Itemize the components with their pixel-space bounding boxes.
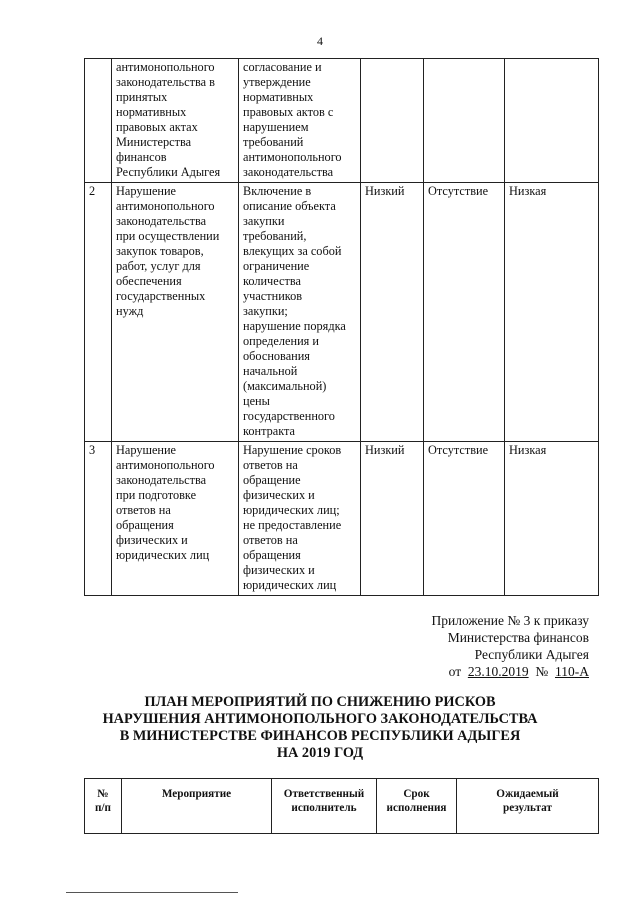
plan-table-header-row bbox=[85, 779, 599, 834]
violation-cell bbox=[112, 442, 239, 596]
description-cell bbox=[239, 183, 361, 442]
plan-header-cell bbox=[122, 779, 272, 834]
cell-line: влекущих за собой bbox=[243, 244, 342, 258]
cell-line: Включение в bbox=[243, 184, 312, 198]
cell-line: не предоставление bbox=[243, 518, 342, 532]
cell-line: Республики Адыгея bbox=[116, 165, 221, 179]
appendix-line-3: Республики Адыгея bbox=[474, 647, 589, 662]
cell-line: нормативных bbox=[116, 105, 187, 119]
plan-header-cell bbox=[85, 779, 122, 834]
date-prefix: от bbox=[448, 664, 462, 679]
cell-line: антимонопольного bbox=[116, 199, 215, 213]
cell-line: правовых актов с bbox=[243, 105, 334, 119]
cell-line: антимонопольного bbox=[116, 458, 215, 472]
cell-line: закупки bbox=[243, 214, 285, 228]
cell-line: закупки; bbox=[243, 304, 288, 318]
cell-line: нужд bbox=[116, 304, 144, 318]
cell-line: цены bbox=[243, 394, 270, 408]
plan-heading bbox=[0, 694, 640, 762]
cell-line: физических и bbox=[243, 488, 315, 502]
cell-line: закупок товаров, bbox=[116, 244, 204, 258]
cell-line: юридических лиц; bbox=[243, 503, 340, 517]
appendix-line-1: Приложение № 3 к приказу bbox=[431, 613, 589, 628]
table-row bbox=[85, 59, 599, 183]
header-line: исполнитель bbox=[291, 802, 357, 814]
cell-line: юридических лиц bbox=[243, 578, 337, 592]
appendix-date-line bbox=[0, 663, 589, 680]
cell-line: требований bbox=[243, 135, 304, 149]
cell-line: описание объекта bbox=[243, 199, 336, 213]
cell-line: ограничение bbox=[243, 259, 310, 273]
cell-line: государственных bbox=[116, 289, 206, 303]
heading-line-4: НА 2019 ГОД bbox=[276, 745, 364, 761]
heading-line-2: НАРУШЕНИЯ АНТИМОНОПОЛЬНОГО ЗАКОНОДАТЕЛЬСТВА bbox=[102, 711, 538, 727]
risk-level-cell: Низкий bbox=[361, 442, 424, 596]
measures-cell: Отсутствие bbox=[424, 442, 505, 596]
header-line: результат bbox=[503, 802, 552, 814]
table-row bbox=[85, 183, 599, 442]
cell-line: правовых актах bbox=[116, 120, 198, 134]
measures-cell: Отсутствие bbox=[424, 183, 505, 442]
row-number: 3 bbox=[85, 442, 112, 596]
order-number: 110-А bbox=[555, 664, 589, 679]
cell-line: обоснования bbox=[243, 349, 310, 363]
header-line: № bbox=[97, 788, 109, 800]
plan-header-cell bbox=[377, 779, 457, 834]
cell-line: определения и bbox=[243, 334, 319, 348]
residual-risk-cell bbox=[505, 59, 599, 183]
cell-line: Министерства bbox=[116, 135, 192, 149]
cell-line: юридических лиц bbox=[116, 548, 210, 562]
cell-line: Нарушение bbox=[116, 184, 177, 198]
heading-line-1: ПЛАН МЕРОПРИЯТИЙ ПО СНИЖЕНИЮ РИСКОВ bbox=[144, 694, 496, 710]
plan-header-cell bbox=[272, 779, 377, 834]
cell-line: Нарушение сроков bbox=[243, 443, 342, 457]
header-line: Ответственный bbox=[283, 788, 365, 800]
risk-table bbox=[84, 58, 599, 596]
description-cell bbox=[239, 442, 361, 596]
cell-line: обращение bbox=[243, 473, 301, 487]
cell-line: нарушением bbox=[243, 120, 309, 134]
header-line: Ожидаемый bbox=[496, 788, 559, 800]
cell-line: законодательства bbox=[116, 214, 207, 228]
cell-line: физических и bbox=[116, 533, 188, 547]
cell-line: антимонопольного bbox=[116, 60, 215, 74]
page-number: 4 bbox=[317, 34, 323, 48]
risk-level-cell bbox=[361, 59, 424, 183]
plan-header-cell bbox=[457, 779, 599, 834]
risk-level-cell: Низкий bbox=[361, 183, 424, 442]
cell-line: принятых bbox=[116, 90, 168, 104]
cell-line: ответов на bbox=[243, 458, 298, 472]
cell-line: количества bbox=[243, 274, 301, 288]
number-sign: № bbox=[535, 664, 549, 679]
description-cell bbox=[239, 59, 361, 183]
table-row bbox=[85, 442, 599, 596]
cell-line: физических и bbox=[243, 563, 315, 577]
cell-line: законодательства в bbox=[116, 75, 215, 89]
header-line: Мероприятие bbox=[161, 788, 232, 800]
cell-line: требований, bbox=[243, 229, 307, 243]
heading-line-3: В МИНИСТЕРСТВЕ ФИНАНСОВ РЕСПУБЛИКИ АДЫГЕЯ bbox=[119, 728, 521, 744]
measures-cell bbox=[424, 59, 505, 183]
cell-line: начальной bbox=[243, 364, 298, 378]
residual-risk-cell: Низкая bbox=[505, 442, 599, 596]
appendix-block bbox=[0, 612, 589, 680]
cell-line: законодательства bbox=[243, 165, 334, 179]
cell-line: согласование и bbox=[243, 60, 322, 74]
residual-risk-cell: Низкая bbox=[505, 183, 599, 442]
header-line: Срок bbox=[403, 788, 430, 800]
cell-line: обращения bbox=[116, 518, 174, 532]
violation-cell bbox=[112, 59, 239, 183]
cell-line: финансов bbox=[116, 150, 167, 164]
header-line: исполнения bbox=[386, 802, 447, 814]
cell-line: нормативных bbox=[243, 90, 314, 104]
cell-line: обеспечения bbox=[116, 274, 182, 288]
cell-line: участников bbox=[243, 289, 303, 303]
cell-line: ответов на bbox=[116, 503, 171, 517]
appendix-line-2: Министерства финансов bbox=[447, 630, 589, 645]
footnote-divider bbox=[66, 892, 238, 893]
cell-line: работ, услуг для bbox=[116, 259, 201, 273]
cell-line: антимонопольного bbox=[243, 150, 342, 164]
order-date: 23.10.2019 bbox=[467, 664, 529, 679]
row-number bbox=[85, 59, 112, 183]
cell-line: нарушение порядка bbox=[243, 319, 346, 333]
cell-line: утверждение bbox=[243, 75, 311, 89]
row-number: 2 bbox=[85, 183, 112, 442]
violation-cell bbox=[112, 183, 239, 442]
cell-line: Нарушение bbox=[116, 443, 177, 457]
cell-line: ответов на bbox=[243, 533, 298, 547]
cell-line: при подготовке bbox=[116, 488, 197, 502]
plan-table bbox=[84, 778, 599, 834]
header-line: п/п bbox=[94, 802, 111, 814]
cell-line: контракта bbox=[243, 424, 296, 438]
cell-line: обращения bbox=[243, 548, 301, 562]
cell-line: при осуществлении bbox=[116, 229, 220, 243]
cell-line: государственного bbox=[243, 409, 335, 423]
cell-line: законодательства bbox=[116, 473, 207, 487]
cell-line: (максимальной) bbox=[243, 379, 327, 393]
